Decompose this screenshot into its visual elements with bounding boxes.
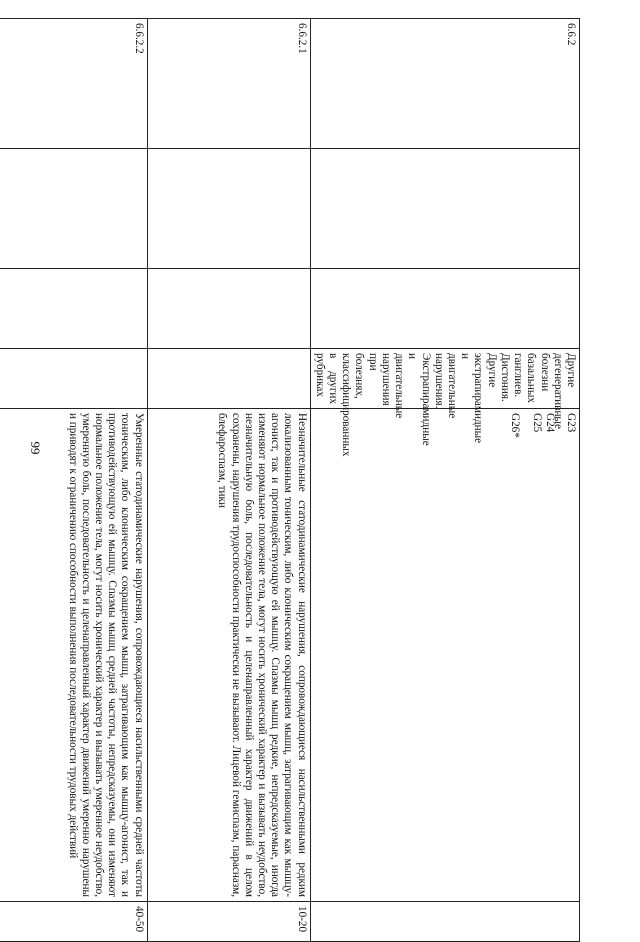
empty-cell [0,269,147,349]
empty-cell [147,349,310,409]
disability-criteria-table [0,18,580,942]
description-cell: Незначительные статодинамические нарушения, сопровождающиеся насильственными редким локализованным тоническим, либо клоническим сокращением мышц, затрагивающим как мышцу-агонист, так и противодействующую ей мышцу. Спазмы мышц редкие, непредсказуемые, иногда изменяют нормальное положение тела, могут носить хронический характер и вызывать неудобство, незначительную боль, последовательность и целенаправленный характер движений в целом сохранены, нарушения трудоспособности практически не вызывают. Лицевой гемиспазм, парасназм, блефароспазм, тики [147,409,310,902]
icd-code: G25 [530,413,543,433]
empty-cell [310,902,579,942]
table-row [310,19,579,942]
table-row [147,19,310,942]
disease-line: Экстрапирамидные и двигательные нарушения при болезнях, классифицированных в других рубриках [313,353,432,457]
empty-cell [310,149,579,269]
rotated-page [66,18,580,933]
icd-code: G24 [543,413,556,433]
percent-cell: 10-20 [147,902,310,942]
page-number: 99 [28,441,43,455]
code-cell: 6.6.2.1 [147,19,310,149]
empty-cell [310,269,579,349]
icd-cell [310,409,579,902]
percent-cell: 40-50 [0,902,147,942]
empty-cell [147,269,310,349]
disease-line: Другие экстрапирамидные и двигательные нарушения. [432,353,498,444]
empty-cell [0,349,147,409]
disease-line: Дистония. [498,353,511,402]
code-cell: 6.6.2 [310,19,579,149]
icd-code: G26* [509,413,522,438]
icd-code: G23 [565,413,577,433]
table-row [0,19,147,942]
code-cell: 6.6.2.2 [0,19,147,149]
description-cell: Умеренные статодинамические нарушения, сопровождающиеся насильственными средней частоты тоническим, либо клоническим сокращением мышц, затрагивающим как мышцу-агонист, так и противодействующую ей мышцу. Спазмы мышц средней частоты, непредсказуемы, они изменяют нормальное положение тела, могут носить хронический характер и вызывать умеренное неудобство, умеренную боль, последовательность и целенаправленный характер движений умеренно нарушены и приводят к ограничению способности выполнения последовательности трудовых действий [0,409,147,902]
empty-cell [0,149,147,269]
empty-cell [147,149,310,269]
disease-line: Другие дегенеративные болезни базальных ганглиев. [512,353,577,429]
